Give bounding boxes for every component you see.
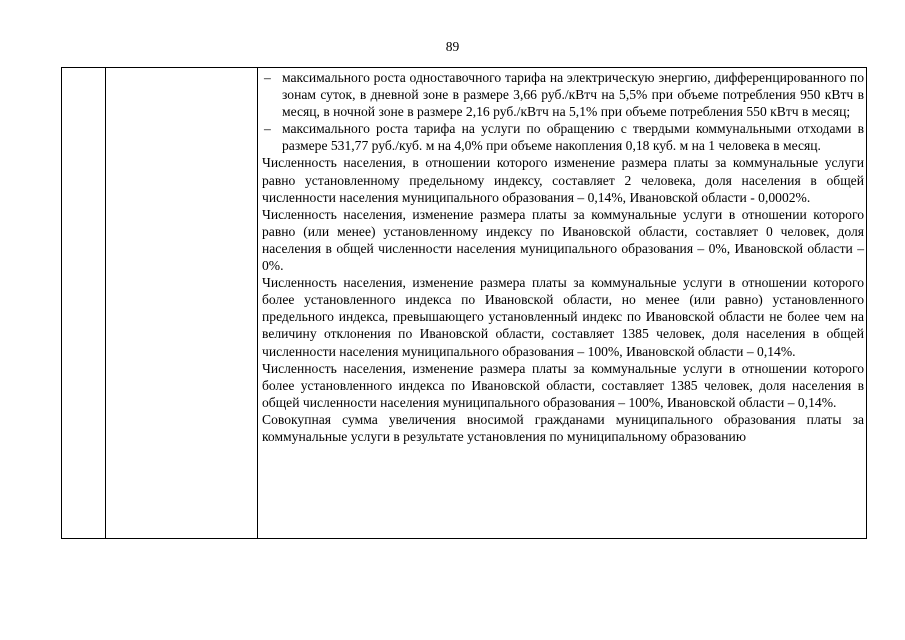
paragraph: Численность населения, изменение размера платы за коммунальные услуги в отношении которого более установленного индекса по Ивановской области, составляет 1385 человек, доля населения в общей численности населения муниципального образования – 100%, Ивановской области – 0,14%. <box>262 360 864 410</box>
bullet-text: максимального роста одноставочного тарифа на электрическую энергию, дифференцированного по зонам суток, в дневной зоне в размере 3,66 руб./кВтч на 5,5% при объеме потребления 950 кВтч в месяц, в ночной зоне в размере 2,16 руб./кВтч на 5,1% при объеме потребления 550 кВтч в месяц; <box>282 70 864 120</box>
table-cell-content <box>262 69 864 445</box>
table-column-divider-2 <box>257 68 258 538</box>
page-number: 89 <box>445 39 460 54</box>
list-item <box>262 69 864 120</box>
paragraph: Совокупная сумма увеличения вносимой гражданами муниципального образования платы за коммунальные услуги в результате установления по муниципальному образованию <box>262 411 864 444</box>
paragraph: Численность населения, изменение размера платы за коммунальные услуги в отношении которого равно (или менее) установленному индексу по Ивановской области, составляет 0 человек, доля населения в общей численности населения муниципального образования – 0%, Ивановской области – 0%. <box>262 206 864 274</box>
table-column-divider-1 <box>105 68 106 538</box>
list-item <box>262 120 864 154</box>
document-table <box>61 67 867 539</box>
bullet-dash: – <box>264 70 271 85</box>
bullet-text: максимального роста тарифа на услуги по обращению с твердыми коммунальными отходами в размере 531,77 руб./куб. м на 4,0% при объеме накопления 0,18 куб. м на 1 человека в месяц. <box>282 121 864 154</box>
paragraph: Численность населения, в отношении которого изменение размера платы за коммунальные услуги равно установленному предельному индексу, составляет 2 человека, доля населения в общей численности населения муниципального образования – 0,14%, Ивановской области - 0,0002%. <box>262 155 864 205</box>
paragraph: Численность населения, изменение размера платы за коммунальные услуги в отношении которого более установленного индекса по Ивановской области, но менее (или равно) установленного предельного индекса, превышающего установленный индекс по Ивановской области не более чем на величину отклонения по Ивановской области, составляет 1385 человек, доля населения в общей численности населения муниципального образования – 100%, Ивановской области – 0,14%. <box>262 275 864 359</box>
bullet-dash: – <box>264 121 271 137</box>
